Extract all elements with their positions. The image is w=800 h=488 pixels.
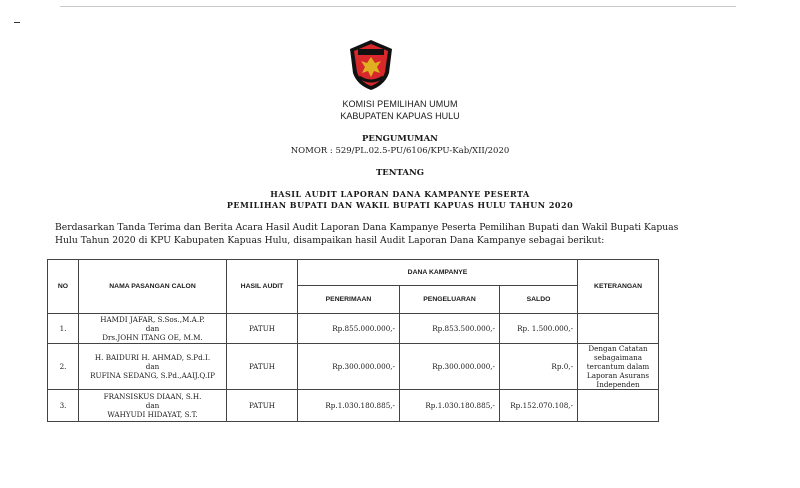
scan-mark [14,22,20,23]
header-balance: SALDO [500,286,578,314]
expense-value: Rp.1.030.180.885,- [400,390,500,422]
notes-value: Dengan Catatan sebagaimana tercantum dalam Laporan Asurans Independen [578,344,659,390]
candidate-name: H. BAIDURI H. AHMAD, S.Pd.I. [94,353,211,362]
candidate-name: HAMDI JAFAR, S.Sos.,M.A.P. [100,315,205,324]
running-mate-name: RUFINA SEDANG, S.Pd.,AAIJ.Q.IP [90,371,215,380]
income-value: Rp.300.000.000,- [298,344,400,390]
header-audit-result: HASIL AUDIT [227,260,298,314]
income-value: Rp.855.000.000,- [298,314,400,344]
audit-result: PATUH [227,314,298,344]
expense-value: Rp.853.500.000,- [400,314,500,344]
audit-table [47,259,659,422]
audit-result: PATUH [227,390,298,422]
org-name: KOMISI PEMILIHAN UMUM [342,99,458,109]
candidate-pair [79,314,227,344]
header-pair-name: NAMA PASANGAN CALON [79,260,227,314]
intro-paragraph: Berdasarkan Tanda Terima dan Berita Acara Hasil Audit Laporan Dana Kampanye Peserta Pemilihan Bupati dan Wakil Bupati Kapuas Hulu Tahun 2020 di KPU Kabupaten Kapuas Hulu, disampaikan hasil Audit Laporan Dana Kampanye sebagai berikut: [55,222,679,246]
header-notes: KETERANGAN [578,260,659,314]
row-number: 3. [48,390,79,422]
scan-top-line [60,6,736,7]
subject-line-2: PEMILIHAN BUPATI DAN WAKIL BUPATI KAPUAS HULU TAHUN 2020 [226,200,574,210]
header-campaign-funds: DANA KAMPANYE [298,260,578,286]
header-income: PENERIMAAN [298,286,400,314]
announcement-about: TENTANG [375,168,425,178]
balance-value: Rp. 1.500.000,- [500,314,578,344]
notes-value [578,314,659,344]
header-no: NO [48,260,79,314]
kpu-logo-icon [347,39,395,91]
subject-line-1: HASIL AUDIT LAPORAN DANA KAMPANYE PESERTA [270,189,530,199]
announcement-title: PENGUMUMAN [362,134,438,144]
org-region: KABUPATEN KAPUAS HULU [340,111,460,121]
header-expense: PENGELUARAN [400,286,500,314]
notes-value [578,390,659,422]
balance-value: Rp.152.070.108,- [500,390,578,422]
pair-conjunction: dan [145,362,160,371]
income-value: Rp.1.030.180.885,- [298,390,400,422]
table-row [48,344,659,390]
table-row [48,314,659,344]
running-mate-name: Drs.JOHN ITANG OE, M.M. [102,333,203,342]
expense-value: Rp.300.000.000,- [400,344,500,390]
candidate-name: FRANSISKUS DIAAN, S.H. [103,392,202,401]
pair-conjunction: dan [145,324,160,333]
audit-result: PATUH [227,344,298,390]
row-number: 1. [48,314,79,344]
pair-conjunction: dan [145,401,160,410]
running-mate-name: WAHYUDI HIDAYAT, S.T. [107,410,198,419]
announcement-number: NOMOR : 529/PL.02.5-PU/6106/KPU-Kab/XII/2020 [290,146,510,156]
row-number: 2. [48,344,79,390]
table-row [48,390,659,422]
candidate-pair [79,344,227,390]
balance-value: Rp.0,- [500,344,578,390]
candidate-pair [79,390,227,422]
